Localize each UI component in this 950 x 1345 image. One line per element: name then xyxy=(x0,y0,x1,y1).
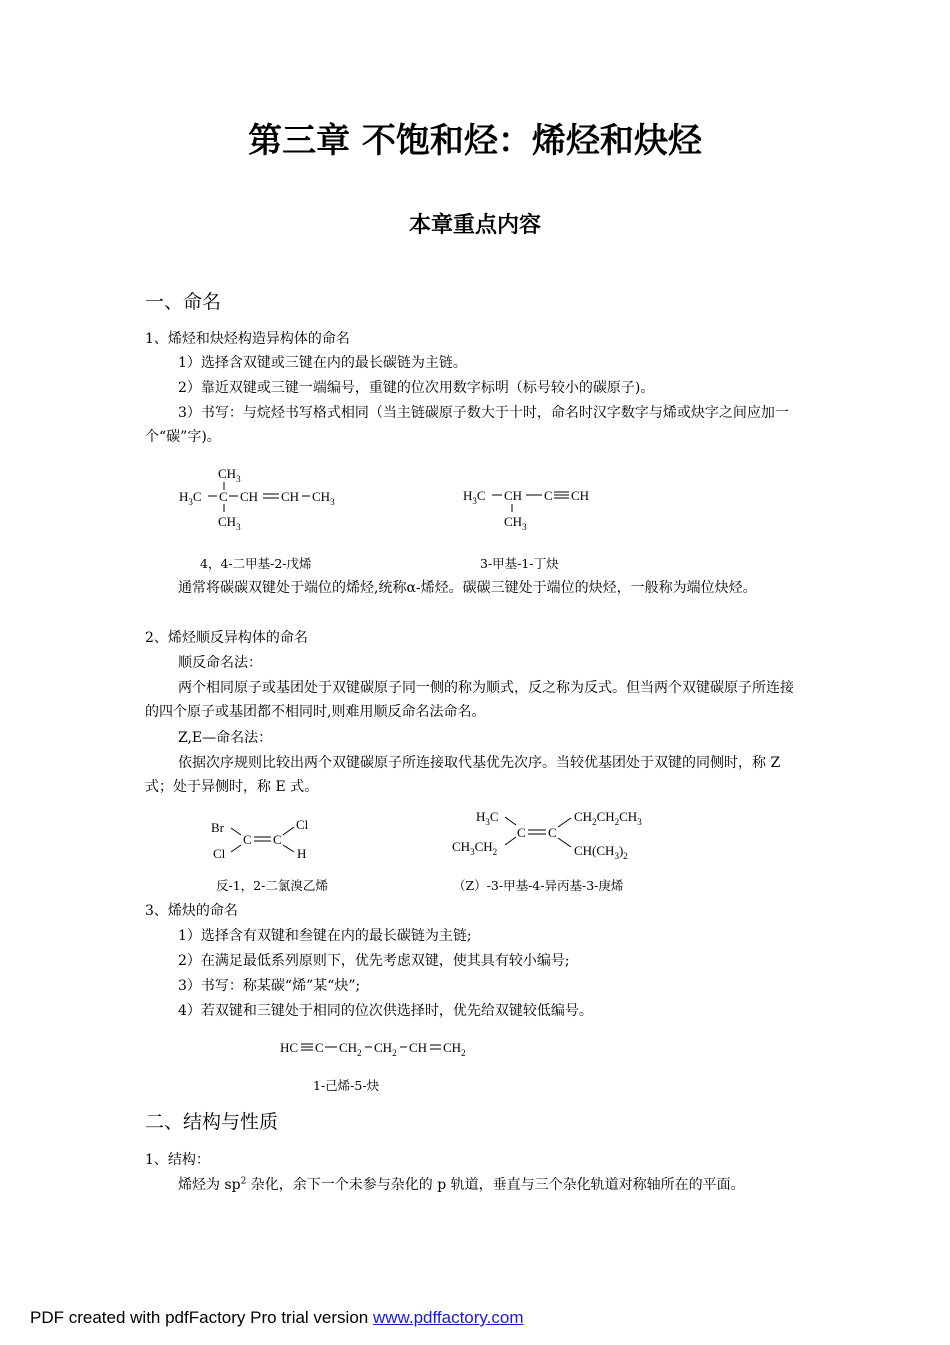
structure-dichloroethylene xyxy=(205,810,335,870)
structure-heptene xyxy=(445,800,685,870)
chem-label: CH xyxy=(409,1040,428,1055)
structure-caption: 反-1，2-二氯溴乙烯 xyxy=(216,878,328,893)
chem-label: $H_3C$ xyxy=(476,809,499,827)
subsection-heading: 3、烯炔的命名 xyxy=(145,903,238,919)
subsection-heading: 1、烯烃和炔烃构造异构体的命名 xyxy=(145,331,350,347)
chem-label: C xyxy=(544,488,553,503)
chem-label: $H_3C$ xyxy=(463,488,486,506)
chem-label: CH xyxy=(240,489,259,504)
method-text: 两个相同原子或基团处于双键碳原子同一侧的称为顺式，反之称为反式。但当两个双键碳原子所连接的四个原子或基团都不相同时,则难用顺反命名法命名。 xyxy=(145,680,794,720)
chem-label: HC xyxy=(280,1040,299,1055)
rule-text: 4）若双键和三键处于相同的位次供选择时，优先给双键较低编号。 xyxy=(178,1003,593,1019)
chem-label: C xyxy=(548,825,557,840)
structure-dimethylpentene xyxy=(170,458,370,538)
chem-label: $CH_2$ xyxy=(374,1040,397,1058)
chem-label: $CH_2CH_2CH_3$ xyxy=(574,809,642,827)
subsection-heading: 1、结构： xyxy=(145,1152,210,1168)
rule-text: 1）选择含双键或三键在内的最长碳链为主链。 xyxy=(178,355,467,371)
section-heading-structure: 二、结构与性质 xyxy=(145,1111,279,1133)
chem-label: $CH_3CH_2$ xyxy=(452,839,498,857)
rule-text: 3）书写：称某碳“烯”某“炔”; xyxy=(178,978,361,994)
pdf-footer: PDF created with pdfFactory Pro trial version www.pdffactory.com xyxy=(30,1308,524,1327)
chem-label: C xyxy=(243,832,252,847)
chem-label: CH xyxy=(281,489,300,504)
structure-caption: 1-己烯-5-炔 xyxy=(313,1078,380,1093)
section-subtitle: 本章重点内容 xyxy=(408,213,541,238)
chem-label: $CH(CH_3)_2$ xyxy=(574,843,628,861)
chem-label: Cl xyxy=(213,846,226,861)
note-text: 通常将碳碳双键处于端位的烯烃,统称α-烯烃。碳碳三键处于端位的炔烃，一般称为端位炔烃。 xyxy=(178,580,757,596)
rule-text: 1）选择含有双键和叁键在内的最长碳链为主链; xyxy=(178,928,472,944)
rule-text: 2）在满足最低系列原则下，优先考虑双键，使其具有较小编号; xyxy=(178,953,570,969)
chem-label: CH xyxy=(571,488,590,503)
chem-label: C xyxy=(273,832,282,847)
structure-methylbutyne xyxy=(455,478,615,538)
chem-label: $CH_2$ xyxy=(443,1040,466,1058)
chem-label: $CH_3$ xyxy=(218,466,241,484)
structure-text: 烯烃为 $sp^2$ 杂化，余下一个未参与杂化的 p 轨道，垂直与三个杂化轨道对称轴所在的平面。 xyxy=(178,1176,745,1193)
chem-label: $CH_2$ xyxy=(339,1040,362,1058)
chem-label: $CH_3$ xyxy=(504,514,527,532)
rule-text: 2）靠近双键或三键一端编号，重键的位次用数字标明（标号较小的碳原子)。 xyxy=(178,380,655,396)
chem-label: $CH_3$ xyxy=(218,514,241,532)
subsection-heading: 2、烯烃顺反异构体的命名 xyxy=(145,630,308,646)
chem-label: C xyxy=(219,489,228,504)
method-heading: Z,E—命名法： xyxy=(178,730,273,746)
structure-hexenyne xyxy=(275,1032,495,1064)
chem-label: H xyxy=(297,846,307,861)
chem-label: Br xyxy=(211,820,224,835)
pdffactory-link[interactable]: www.pdffactory.com xyxy=(372,1308,524,1327)
chem-label: CH xyxy=(504,488,523,503)
section-heading-naming: 一、命名 xyxy=(145,291,222,313)
chapter-title: 第三章 不饱和烃：烯烃和炔烃 xyxy=(248,121,702,161)
structure-caption: 4，4-二甲基-2-戊烯 xyxy=(200,556,312,571)
method-heading: 顺反命名法： xyxy=(178,655,262,671)
structure-caption: （Z）-3-甲基-4-异丙基-3-庚烯 xyxy=(453,878,624,893)
chem-label: Cl xyxy=(296,817,309,832)
chem-label: $H_3C$ xyxy=(179,489,202,507)
chem-label: C xyxy=(315,1040,324,1055)
method-text: 依据次序规则比较出两个双键碳原子所连接取代基优先次序。当较优基团处于双键的同侧时，称 Z 式；处于异侧时，称 E 式。 xyxy=(145,755,781,795)
rule-text: 3）书写：与烷烃书写格式相同（当主链碳原子数大于十时，命名时汉字数字与烯或炔字之间应加一个“碳”字)。 xyxy=(145,405,789,445)
structure-caption: 3-甲基-1-丁炔 xyxy=(480,556,559,571)
chem-label: C xyxy=(517,825,526,840)
chem-label: $CH_3$ xyxy=(312,489,335,507)
